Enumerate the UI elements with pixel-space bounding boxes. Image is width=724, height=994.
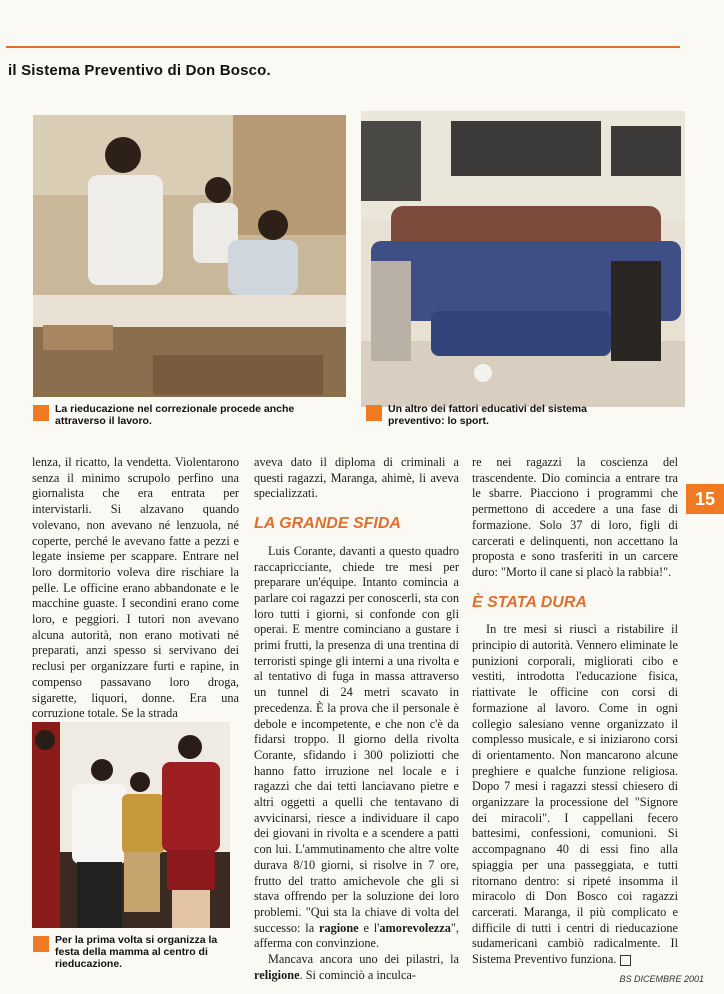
- text-run: ", afferma con convinzione.: [254, 920, 459, 951]
- paragraph: lenza, il ricatto, la vendetta. Violentarono senza il minimo scrupolo perfino una giornalista che era entrata per intervistarli. Si alzavano quando volevano, non avevano né lenzuola, né coperte, perché le avevano fatte a pezzi e legate insieme per scappare. Entrare nel loro dormitorio voleva dire rischiare la pelle. Le officine erano abbandonate e le macchine guaste. I secondini erano come loro, e peggiori. I tutori non avevano alcuna autorità, non erano motivati né preparati, anzi spesso si servivano dei reclusi per organizzare furti e rapine, in compenso passavano loro droga, sigarette, liquori, donne. Era una corruzione totale. Se la strada: [32, 455, 239, 721]
- header-rule: [6, 46, 680, 48]
- article-column-1: [32, 455, 239, 722]
- keyword-amorevolezza: amorevolezza: [379, 920, 451, 935]
- workshop-caption: [33, 403, 303, 427]
- text-run: Mancava ancora uno dei pilastri, la: [268, 952, 459, 967]
- paragraph: aveva dato il diploma di criminali a questi ragazzi, Maranga, ahimè, li aveva specializzati.: [254, 455, 459, 501]
- keyword-ragione: ragione: [319, 920, 359, 935]
- mothers-day-caption: [33, 934, 233, 970]
- section-heading: È STATA DURA: [472, 593, 587, 611]
- caption-text: Un altro dei fattori educativi del sistema preventivo: lo sport.: [388, 403, 587, 427]
- text-run: Luis Corante, davanti a questo quadro raccapricciante, chiede tre mesi per preparare un'équipe. Intanto comincia a parlare coi ragazzi per conoscerli, sta con loro tutti i giorni, si confonde con gli operai. E mentre cominciano a gustare i primi frutti, la presenza di una trentina di terroristi spinge gli interni a una rivolta e al tentativo di fuga in massa attraverso un tunnel di 24 metri scavato in precedenza. È la prova che il personale è debole e incompetente, e che non c'è da fidarsi troppo. Il giorno della rivolta Corante, sfidando i 300 poliziotti che hanno fatto irruzione nel locale e i ragazzi che dai tetti lanciavano pietre e altri oggetti a quelli che tentavano di avvicinarsi, riesce a individuare il capo dei giovani in rivolta e a scendere a patti con lui. L'ammutinamento che altre volte durava 8/10 giorni, si risolve in 7 ore, frutto del tratto amichevole che gli si stava offrendo per la soluzione dei loro problemi. "Qui sta la chiave di volta del successo: la: [254, 543, 459, 935]
- page-footer: BS DICEMBRE 2001: [619, 974, 704, 984]
- section-heading: LA GRANDE SFIDA: [254, 515, 401, 533]
- paragraph: [254, 544, 459, 952]
- keyword-religione: religione: [254, 967, 300, 982]
- paragraph: re nei ragazzi la coscienza del trascendente. Dio comincia a entrare tra le sbarre. Piacciono i programmi che permettono di accedere a una fase di formazione. Solo 37 di loro, figli di carcerati e delinquenti, non accettano la proposta e sono trasferiti in un carcere duro: "Morto il cane si placò la rabbia!".: [472, 455, 678, 579]
- text-run: . Si cominciò a inculca-: [299, 967, 416, 982]
- paragraph: [254, 952, 459, 983]
- caption-text: Per la prima volta si organizza la festa della mamma al centro di rieducazione.: [55, 934, 218, 970]
- article-column-3: [472, 455, 678, 968]
- caption-marker: [33, 936, 49, 952]
- caption-marker: [366, 405, 382, 421]
- page-header-title: il Sistema Preventivo di Don Bosco.: [8, 62, 271, 79]
- workshop-photo: [33, 115, 346, 397]
- article-column-2: [254, 455, 459, 984]
- end-of-article-icon: [620, 955, 631, 966]
- sport-team-photo: [361, 111, 685, 407]
- paragraph: [472, 622, 678, 967]
- caption-text: La rieducazione nel correzionale procede anche attraverso il lavoro.: [55, 403, 295, 427]
- text-run: In tre mesi si riuscì a ristabilire il principio di autorità. Vennero eliminate le punizioni corporali, migliorati cibo e vestiti, introdotta l'educazione fisica, riattivate le officine con corsi di formazione al lavoro. Come in ogni collegio salesiano venne organizzato il complesso musicale, e si iniziarono corsi di orientamento. Non mancarono alcune preghiere e qualche funzione religiosa. Dopo 7 mesi i ragazzi stessi chiesero di organizzare la processione del "Signore dei miracoli". I cappellani fecero battesimi, confessioni, comunioni. Si accompagnano 40 di essi fino alla spiaggia per una passeggiata, e tutti ritornano dentro: si ripeté insomma il miracolo di Don Bosco coi ragazzi carcerati. Maranga, il più complicato e difficile di tutti i centri di rieducazione sudamericani cambiò radicalmente. Il Sistema Preventivo funziona.: [472, 622, 678, 967]
- caption-marker: [33, 405, 49, 421]
- text-run: e l': [358, 920, 380, 935]
- sport-caption: [366, 403, 626, 427]
- mothers-day-photo: [32, 722, 230, 928]
- page-number-tab: 15: [686, 484, 724, 514]
